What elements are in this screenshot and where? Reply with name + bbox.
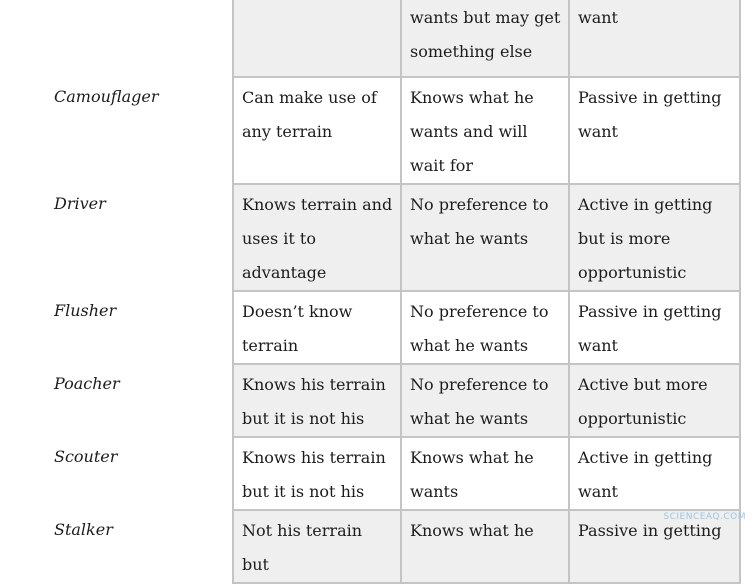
table-row [40,364,740,437]
preference-cell: No preference to what he wants [401,291,569,364]
preference-cell: Knows what he [401,510,569,583]
profile-name-cell: Poacher [40,364,233,437]
preference-cell: wants but may get something else [401,0,569,77]
table-row [40,291,740,364]
approach-cell: Active in getting but is more opportunistic [569,184,740,291]
offender-profile-table [40,0,741,584]
profile-name-cell: Driver [40,184,233,291]
profile-name-cell: Scouter [40,437,233,510]
terrain-cell: Can make use of any terrain [233,77,401,184]
profile-name-cell [40,0,233,77]
approach-cell: Active in getting want [569,437,740,510]
approach-cell: Passive in getting want [569,77,740,184]
terrain-cell: Knows his terrain but it is not his [233,364,401,437]
terrain-cell [233,0,401,77]
terrain-cell: Not his terrain but [233,510,401,583]
terrain-cell: Doesn’t know terrain [233,291,401,364]
preference-cell: Knows what he wants [401,437,569,510]
preference-cell: No preference to what he wants [401,364,569,437]
profile-name-cell: Flusher [40,291,233,364]
table-row [40,437,740,510]
table-row [40,77,740,184]
table-row [40,184,740,291]
table-row [40,510,740,583]
terrain-cell: Knows his terrain but it is not his [233,437,401,510]
approach-cell: Passive in getting [569,510,740,583]
terrain-cell: Knows terrain and uses it to advantage [233,184,401,291]
preference-cell: No preference to what he wants [401,184,569,291]
preference-cell: Knows what he wants and will wait for [401,77,569,184]
approach-cell: Active but more opportunistic [569,364,740,437]
profile-name-cell: Stalker [40,510,233,583]
watermark: SCIENCEAQ.COM [663,512,746,522]
approach-cell: Passive in getting want [569,291,740,364]
table-row [40,0,740,77]
approach-cell: want [569,0,740,77]
table-body [40,0,740,583]
profile-name-cell: Camouflager [40,77,233,184]
